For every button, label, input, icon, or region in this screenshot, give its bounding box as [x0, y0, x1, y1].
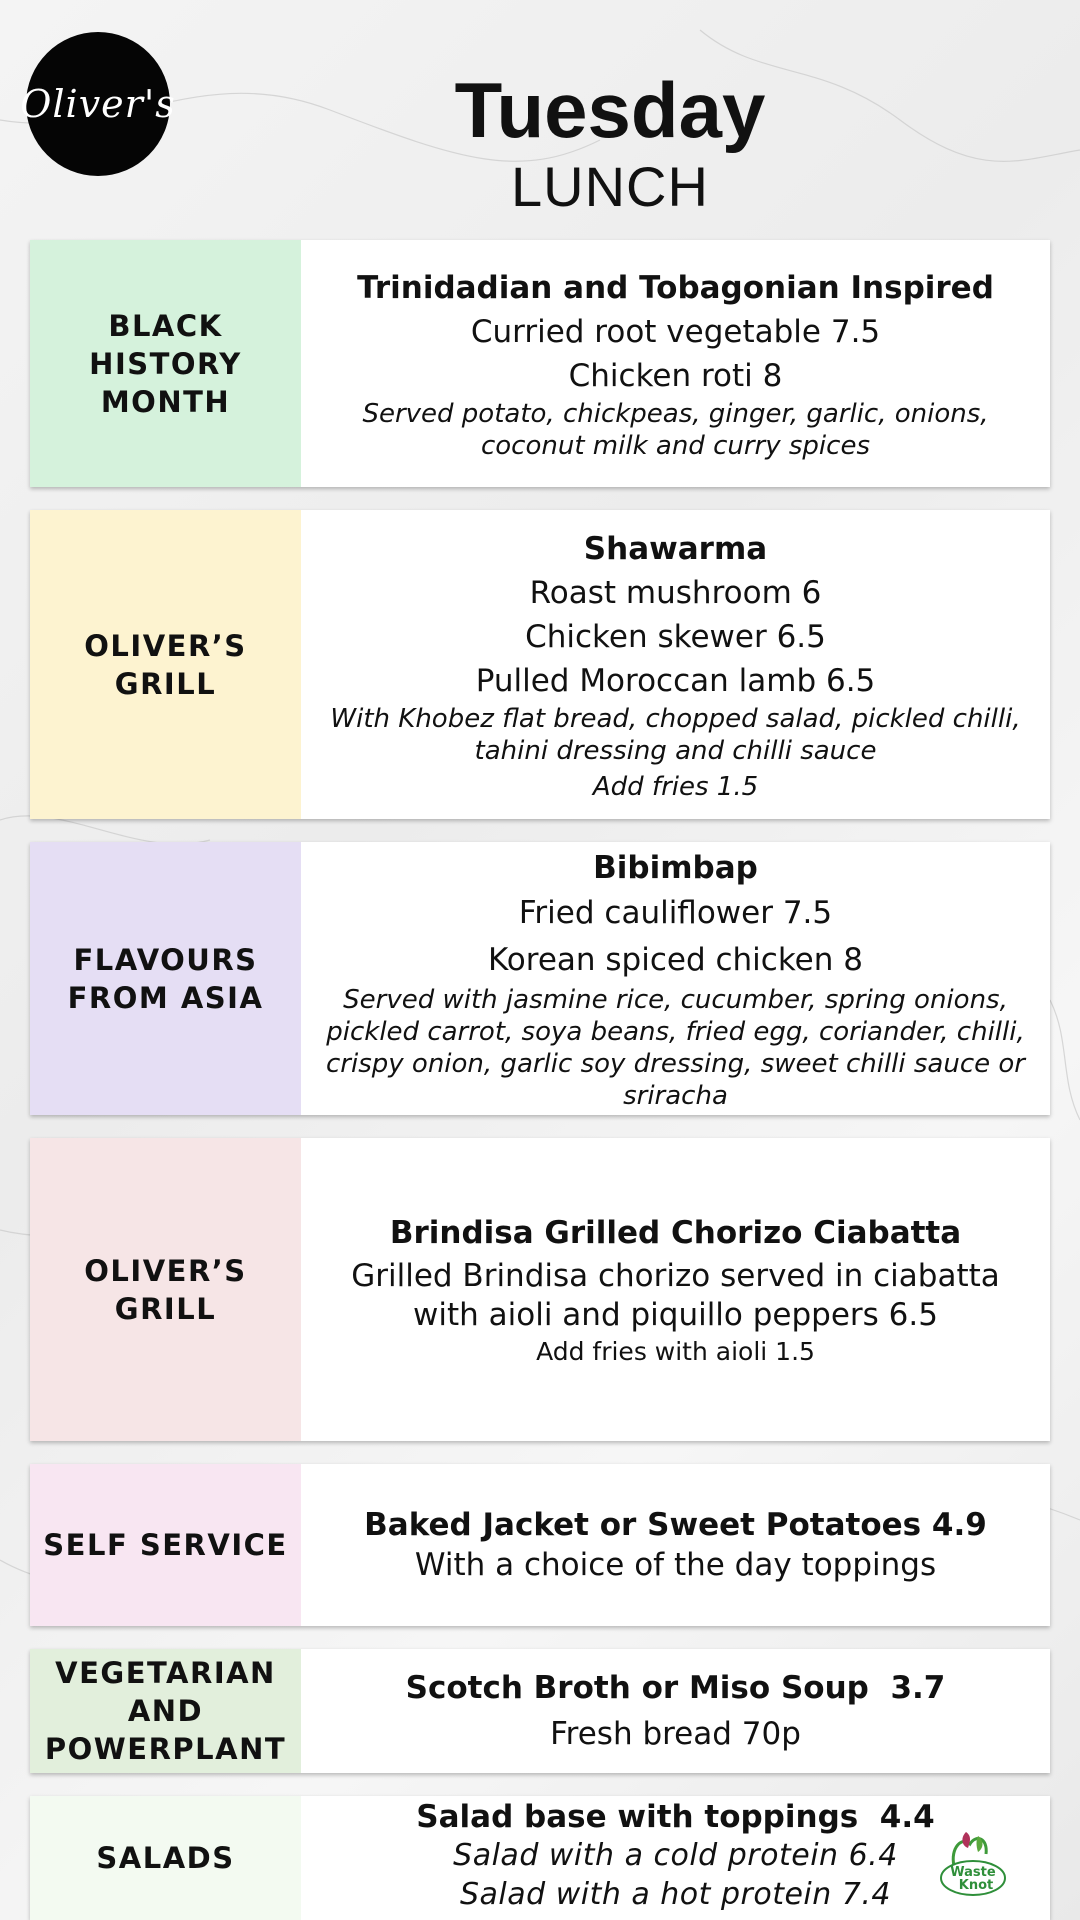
section-category: BLACK HISTORY MONTH — [30, 240, 301, 487]
menu-section-olivers-grill-shawarma — [30, 510, 1050, 819]
dish-title: Salad base with toppings 4.4 — [416, 1799, 935, 1835]
dish-title: Shawarma — [583, 530, 768, 567]
dish-item: Pulled Moroccan lamb 6.5 — [475, 662, 876, 699]
dish-title: Brindisa Grilled Chorizo Ciabatta — [389, 1214, 962, 1251]
dish-item: With a choice of the day toppings — [414, 1547, 937, 1583]
dish-item: Roast mushroom 6 — [529, 574, 822, 611]
menu-section-salads — [30, 1796, 1050, 1920]
dish-note: Add fries 1.5 — [592, 771, 759, 802]
dish-note: Served with jasmine rice, cucumber, spring onions, pickled carrot, soya beans, fried egg, coriander, chilli, crispy onion, garlic soy dressing, sweet chilli sauce or sriracha — [326, 984, 1025, 1111]
section-content — [301, 240, 1050, 487]
dish-title: Scotch Broth or Miso Soup 3.7 — [405, 1670, 946, 1706]
dish-note: Served potato, chickpeas, ginger, garlic, onions, coconut milk and curry spices — [362, 398, 989, 461]
section-category: FLAVOURS FROM ASIA — [30, 842, 301, 1115]
dish-title: Baked Jacket or Sweet Potatoes 4.9 — [364, 1507, 987, 1543]
section-content — [301, 1464, 1050, 1626]
dish-item: Chicken roti 8 — [568, 357, 783, 394]
menu-section-flavours-from-asia — [30, 842, 1050, 1115]
section-content — [301, 1649, 1050, 1773]
dish-item: Salad with a cold protein 6.4 — [453, 1838, 898, 1873]
dish-item: Fried cauliflower 7.5 — [518, 894, 833, 931]
dish-note: Add fries with aioli 1.5 — [536, 1336, 815, 1366]
section-category: OLIVER’S GRILL — [30, 510, 301, 819]
dish-item: Fresh bread 70p — [550, 1716, 801, 1752]
menu-section-self-service — [30, 1464, 1050, 1626]
section-content — [301, 842, 1050, 1115]
dish-title: Trinidadian and Tobagonian Inspired — [357, 269, 994, 306]
svg-text:Knot: Knot — [958, 1878, 994, 1893]
meal-title: LUNCH — [511, 155, 709, 218]
menu-section-vegetarian — [30, 1649, 1050, 1773]
dish-item: Grilled Brindisa chorizo served in ciabatta with aioli and piquillo peppers 6.5 — [351, 1257, 1000, 1333]
section-content — [301, 510, 1050, 819]
dish-item: Curried root vegetable 7.5 — [470, 313, 881, 350]
section-category: SELF SERVICE — [30, 1464, 301, 1626]
dish-item: Korean spiced chicken 8 — [488, 941, 863, 978]
section-category: VEGETARIAN AND POWERPLANT — [30, 1649, 301, 1773]
waste-knot-badge-icon — [936, 1828, 1010, 1898]
section-category: OLIVER’S GRILL — [30, 1138, 301, 1441]
dish-item: Salad with a hot protein 7.4 — [459, 1877, 892, 1912]
dish-title: Bibimbap — [593, 849, 758, 886]
section-category: SALADS — [30, 1796, 301, 1920]
menu-header — [0, 66, 1080, 220]
dish-item: Chicken skewer 6.5 — [525, 618, 826, 655]
logo-text: Oliver's — [20, 82, 176, 126]
menu-section-black-history — [30, 240, 1050, 487]
dish-note: With Khobez flat bread, chopped salad, pickled chilli, tahini dressing and chilli sauce — [330, 703, 1021, 766]
day-title: Tuesday — [454, 66, 766, 154]
badge-text: Waste — [950, 1865, 996, 1880]
menu-section-olivers-grill-chorizo — [30, 1138, 1050, 1441]
section-content — [301, 1796, 1050, 1920]
section-content — [301, 1138, 1050, 1441]
